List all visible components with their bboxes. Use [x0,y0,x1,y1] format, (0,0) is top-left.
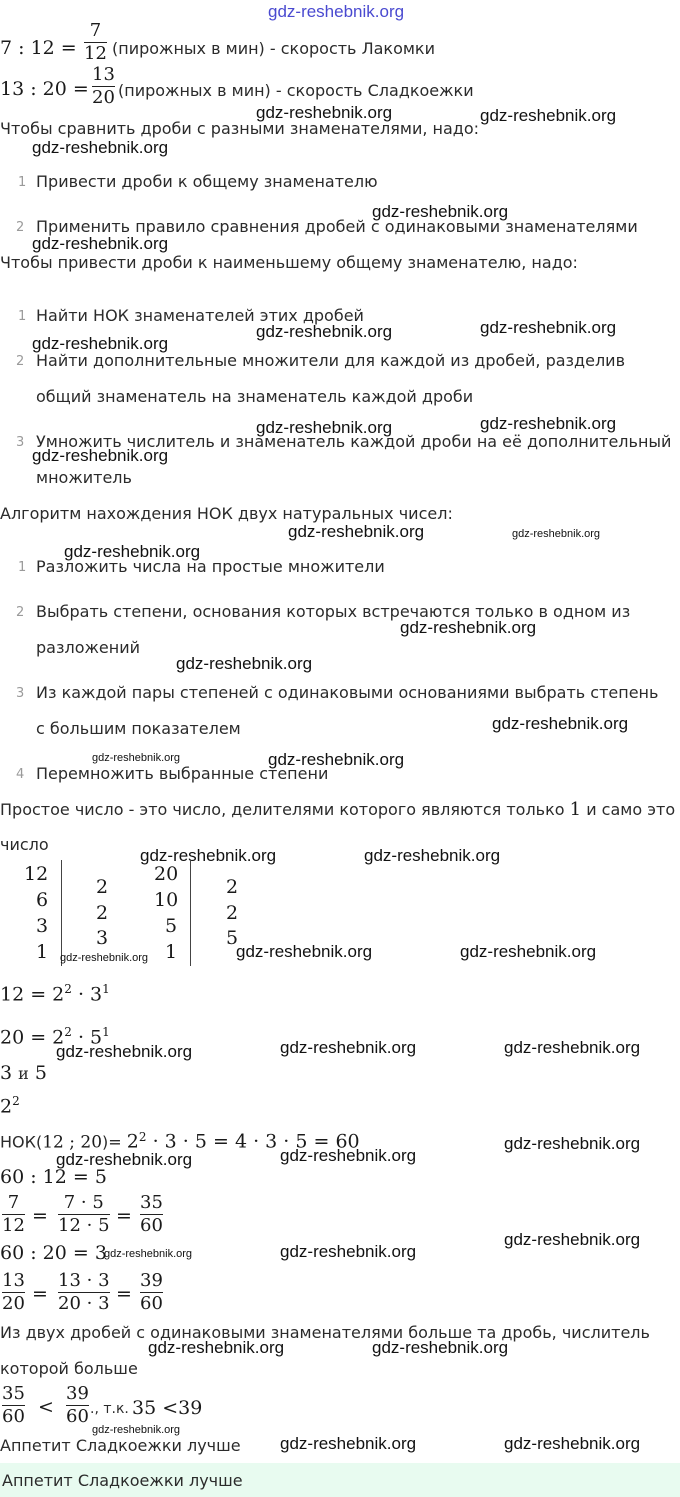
step-number: 3 [16,686,25,701]
watermark-small: gdz-reshebnik.org [60,952,149,964]
fraction-numerator: 35 [2,1383,25,1404]
factorization-12-exp2: 1 [102,982,110,996]
watermark: gdz-reshebnik.org [256,103,393,122]
factor-table-12-left-3: 1 [36,941,49,963]
prime-definition-b: и само это [586,800,676,819]
fraction-numerator: 7 [7,1192,20,1213]
fraction-denominator: 60 [2,1406,25,1423]
common-power [0,1094,20,1117]
comparison-fraction-a [2,1383,25,1423]
factor-table-20-left-1: 10 [154,889,179,911]
factor-table-12-right-1: 2 [96,902,109,924]
factor-table-20-right-2: 5 [226,927,239,949]
watermark: gdz-reshebnik.org [56,1042,193,1061]
common-power-exp: 2 [12,1094,20,1108]
equals-sign: = [32,1283,48,1305]
single-bases [0,1062,47,1084]
speed-sladkoezhka-fraction [92,64,115,110]
rule2-step-3: Умножить числитель и знаменатель каждой дроби на её дополнительный [36,432,672,451]
fraction-numerator: 35 [140,1192,163,1213]
watermark: gdz-reshebnik.org [280,1038,417,1057]
fraction-denominator: 20 · 3 [58,1293,110,1310]
fraction-numerator: 39 [140,1270,163,1291]
watermark: gdz-reshebnik.org [492,714,629,733]
prime-definition-one: 1 [569,799,582,820]
rule1-step-1: Привести дроби к общему знаменателю [36,172,378,191]
rule2-step-3-cont: множитель [36,468,132,487]
compare-rule-line1: Из двух дробей с одинаковыми знаменателями больше та дробь, числитель [0,1323,650,1342]
fraction-denominator: 12 [84,43,107,60]
factor-table-12-left-2: 3 [36,915,49,937]
single-bases-word: и [18,1064,29,1083]
watermark: gdz-reshebnik.org [148,1338,285,1357]
watermark: gdz-reshebnik.org [32,234,169,253]
watermark: gdz-reshebnik.org [372,202,509,221]
factorization-12-lhs: 12 = 2 [0,983,65,1006]
watermark: gdz-reshebnik.org [236,942,373,961]
watermark-top: gdz-reshebnik.org [268,2,405,21]
step-number: 1 [18,560,27,575]
watermark: gdz-reshebnik.org [400,618,537,637]
fraction-denominator: 60 [140,1215,163,1232]
watermark: gdz-reshebnik.org [280,1434,417,1453]
rule3-step-4: Перемножить выбранные степени [36,764,329,783]
factorization-20-exp2: 1 [102,1025,110,1039]
speed-lakomka-text: (пирожных в мин) - скорость Лакомки [112,39,435,58]
fraction-numerator: 13 [2,1270,25,1291]
watermark: gdz-reshebnik.org [256,418,393,437]
watermark: gdz-reshebnik.org [280,1146,417,1165]
rule3-step-2: Выбрать степени, основания которых встречаются только в одном из [36,602,631,621]
factorization-12 [0,982,110,1005]
watermark: gdz-reshebnik.org [32,138,169,157]
rule3-step-1: Разложить числа на простые множители [36,557,385,576]
comparison-fraction-b [66,1383,89,1423]
watermark: gdz-reshebnik.org [176,654,313,673]
fraction-numerator: 13 · 3 [58,1270,110,1291]
mult2-fraction [2,1270,25,1310]
fraction-numerator: 7 · 5 [63,1192,104,1213]
fraction-numerator: 39 [66,1383,89,1404]
answer-text: Аппетит Сладкоежки лучше [2,1471,243,1490]
watermark-small: gdz-reshebnik.org [512,528,601,540]
rule3-step-3-cont: с большим показателем [36,719,241,738]
mult2-result-fraction [140,1270,163,1310]
step-number: 3 [16,435,25,450]
answer-box [0,1463,680,1497]
watermark: gdz-reshebnik.org [64,542,201,561]
rule2-step-1: Найти НОК знаменателей этих дробей [36,306,364,325]
comparison-inequality: 35 <39 [132,1397,203,1419]
watermark: gdz-reshebnik.org [480,318,617,337]
rule3-step-2-cont: разложений [36,638,140,657]
factor-table-12-divider [61,860,62,966]
speed-lakomka-fraction [84,20,107,60]
watermark: gdz-reshebnik.org [504,1038,641,1057]
step-number: 1 [18,309,27,324]
factor-table-20-right-1: 2 [226,902,239,924]
less-than-sign: < [38,1396,54,1418]
rule3-step-3: Из каждой пары степеней с одинаковыми основаниями выбрать степень [36,683,659,702]
factorization-20-lhs: 20 = 2 [0,1026,65,1049]
watermark: gdz-reshebnik.org [480,414,617,433]
watermark: gdz-reshebnik.org [364,846,501,865]
single-base-b: 5 [34,1062,47,1084]
single-base-a: 3 [0,1062,13,1084]
fraction-denominator: 20 [2,1293,25,1310]
watermark: gdz-reshebnik.org [56,1150,193,1169]
watermark: gdz-reshebnik.org [32,334,169,353]
rule2-step-2-cont: общий знаменатель на знаменатель каждой дроби [36,387,474,406]
fraction-numerator: 13 [92,64,115,85]
common-power-base: 2 [0,1095,13,1118]
rule1-heading: Чтобы сравнить дроби с разными знаменателями, надо: [0,119,480,138]
fraction-denominator: 60 [140,1293,163,1310]
prime-definition-a: Простое число - это число, делителями которого являются только [0,800,565,819]
watermark: gdz-reshebnik.org [480,106,617,125]
mult1-fraction [2,1192,25,1232]
watermark: gdz-reshebnik.org [460,942,597,961]
extra-factor-1: 60 : 12 = 5 [0,1166,107,1188]
rule2-heading: Чтобы привести дроби к наименьшему общему знаменателю, надо: [0,253,578,272]
lcm-close: )= [102,1132,122,1152]
prime-definition [0,799,675,820]
speed-lakomka-lhs: 7 : 12 = [0,37,77,59]
factor-table-20-divider [190,860,191,966]
factor-table-12-left-1: 6 [36,889,49,911]
watermark: gdz-reshebnik.org [268,750,405,769]
fraction-denominator: 60 [66,1406,89,1423]
mult1-expanded-fraction [58,1192,110,1232]
watermark: gdz-reshebnik.org [504,1230,641,1249]
lcm-expr-rest: · 3 · 5 = 4 · 3 · 5 = 60 [146,1130,360,1153]
watermark: gdz-reshebnik.org [280,1242,417,1261]
fraction-denominator: 12 [2,1215,25,1232]
step-number: 2 [16,354,25,369]
step-number: 2 [16,220,25,235]
step-number: 4 [16,767,25,782]
equals-sign: = [116,1283,132,1305]
rule1-step-2: Применить правило сравнения дробей с одинаковыми знаменателями [36,217,638,236]
watermark-small: gdz-reshebnik.org [92,752,181,764]
factor-table-20-left-3: 1 [165,941,178,963]
watermark: gdz-reshebnik.org [504,1434,641,1453]
rule3-heading: Алгоритм нахождения НОК двух натуральных чисел: [0,504,453,523]
factorization-20-exp1: 2 [64,1025,72,1039]
factorization-12-mid: · 3 [71,983,103,1006]
factor-table-12-right-2: 3 [96,927,109,949]
factor-table-20-right-0: 2 [226,876,239,898]
factor-table-20-left-2: 5 [165,915,178,937]
lcm-label: НОК( [0,1132,43,1152]
fraction-denominator: 12 · 5 [58,1215,110,1232]
fraction-numerator: 7 [89,20,102,41]
watermark: gdz-reshebnik.org [256,322,393,341]
factorization-20-mid: · 5 [71,1026,103,1049]
equals-sign: = [116,1205,132,1227]
mult2-expanded-fraction [58,1270,110,1310]
watermark-small: gdz-reshebnik.org [104,1248,193,1260]
mult1-result-fraction [140,1192,163,1232]
comparison-because: ., т.к. [90,1401,129,1417]
factor-table-12-right-0: 2 [96,876,109,898]
conclusion: Аппетит Сладкоежки лучше [0,1436,241,1455]
watermark: gdz-reshebnik.org [32,446,169,465]
rule2-step-2: Найти дополнительные множители для каждой из дробей, разделив [36,351,626,370]
factor-table-12-left-0: 12 [24,863,49,885]
watermark-small: gdz-reshebnik.org [92,1424,181,1436]
lcm-expr-exp: 2 [138,1130,147,1144]
watermark: gdz-reshebnik.org [140,846,277,865]
step-number: 1 [18,175,27,190]
step-number: 2 [16,605,25,620]
lcm-args: 12 ; 20 [42,1132,103,1153]
extra-factor-2: 60 : 20 = 3 [0,1242,107,1264]
factorization-12-exp1: 2 [64,982,72,996]
compare-rule-line2: которой больше [0,1359,138,1378]
watermark: gdz-reshebnik.org [372,1338,509,1357]
watermark: gdz-reshebnik.org [288,522,425,541]
lcm-expr-base: 2 [126,1130,139,1153]
speed-sladkoezhka-text: (пирожных в мин) - скорость Сладкоежки [118,81,474,100]
watermark: gdz-reshebnik.org [504,1134,641,1153]
factor-table-20-left-0: 20 [154,863,179,885]
equals-sign: = [32,1205,48,1227]
prime-definition-line2: число [0,835,49,854]
speed-sladkoezhka-lhs: 13 : 20 = [0,78,89,100]
fraction-denominator: 20 [92,87,115,108]
